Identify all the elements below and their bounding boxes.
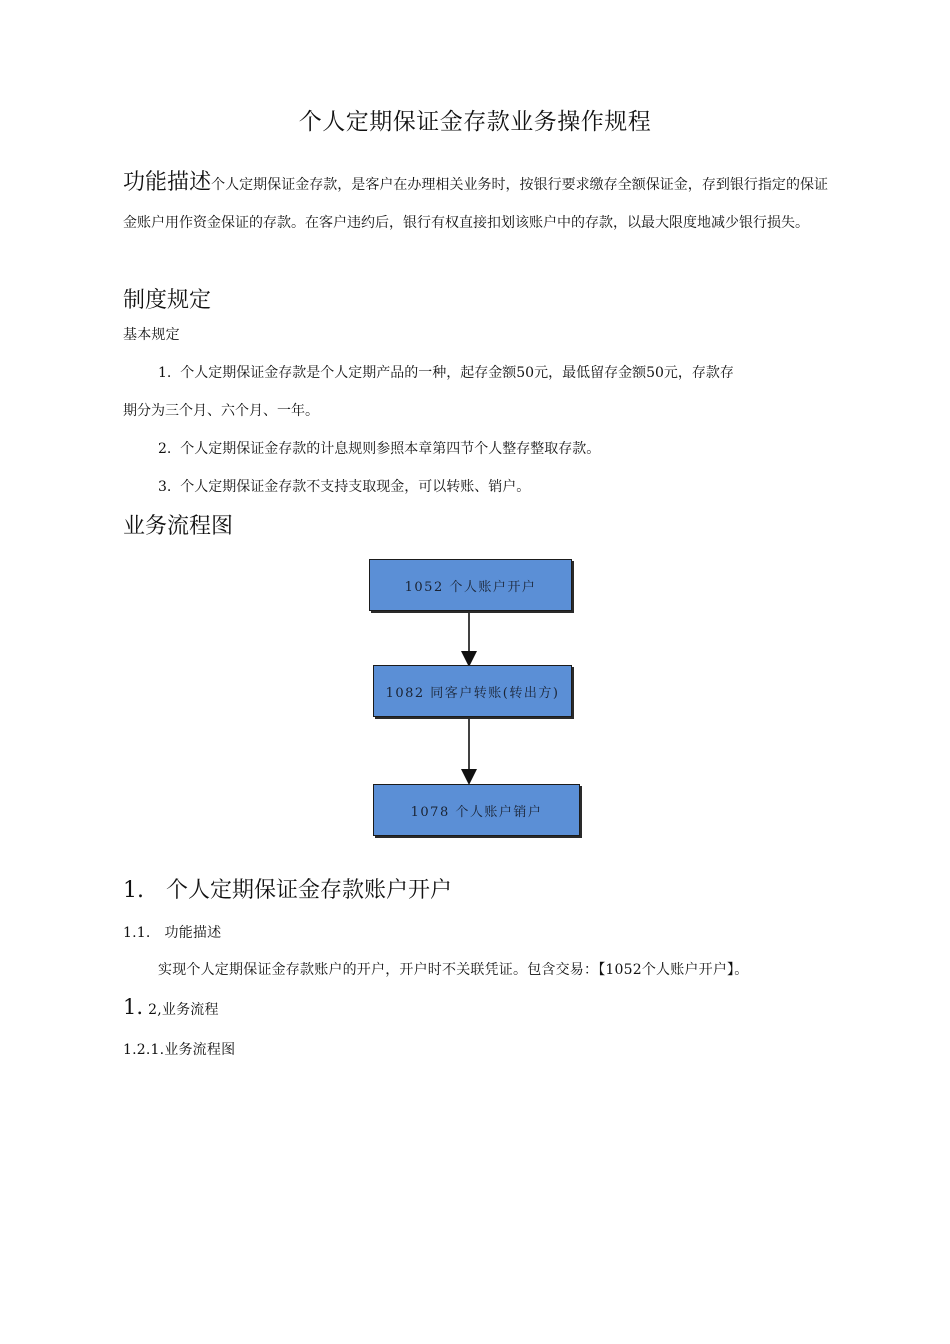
section1-title: 个人定期保证金存款账户开户 <box>166 878 453 903</box>
document-title: 个人定期保证金存款业务操作规程 <box>298 109 652 135</box>
function-description-text: 个人定期保证金存款，是客户在办理相关业务时，按银行要求缴存全额保证金，存到银行指定的保证金账户用作资金保证的存款。在客户违约后，银行有权直接扣划该账户中的存款，以最大限度地减少银行损失。 <box>123 177 828 231</box>
section1-2-number: 1. <box>123 995 144 1019</box>
flow-step-same-customer-transfer: 1082 同客户转账(转出方) <box>373 665 572 717</box>
section1-2-1-heading: 1.2.1.业务流程图 <box>123 1042 236 1058</box>
section1-heading <box>123 873 452 904</box>
flow-step-account-close: 1078 个人账户销户 <box>373 784 580 836</box>
rule-item-text: 个人定期保证金存款不支持支取现金，可以转账、销户。 <box>180 479 531 495</box>
rules-heading: 制度规定 <box>123 288 212 313</box>
flow-heading: 业务流程图 <box>123 514 234 539</box>
section1-1-heading <box>123 922 221 942</box>
flow-step-account-open: 1052 个人账户开户 <box>369 559 572 611</box>
rule-item-number: 3. <box>158 479 172 495</box>
section1-1-title: 功能描述 <box>164 925 222 941</box>
rule-item-text: 个人定期保证金存款的计息规则参照本章第四节个人整存整取存款。 <box>180 441 601 457</box>
section1-2-title: 2,业务流程 <box>148 1002 219 1018</box>
rule-item-number: 2. <box>158 441 172 457</box>
rule-item-text: 个人定期保证金存款是个人定期产品的一种，起存金额50元，最低留存金额50元，存款存 <box>180 365 734 381</box>
section1-number: 1. <box>123 878 144 903</box>
rule-item-1-continued: 期分为三个月、六个月、一年。 <box>123 403 319 419</box>
section1-1-number: 1.1. <box>123 925 151 941</box>
rules-subheading: 基本规定 <box>123 327 180 343</box>
function-description-heading: 功能描述 <box>123 170 212 195</box>
rule-item-number: 1. <box>158 365 172 381</box>
section1-1-text: 实现个人定期保证金存款账户的开户，开户时不关联凭证。包含交易：【1052个人账户开户】。 <box>158 962 749 978</box>
section1-2-heading <box>123 995 219 1019</box>
